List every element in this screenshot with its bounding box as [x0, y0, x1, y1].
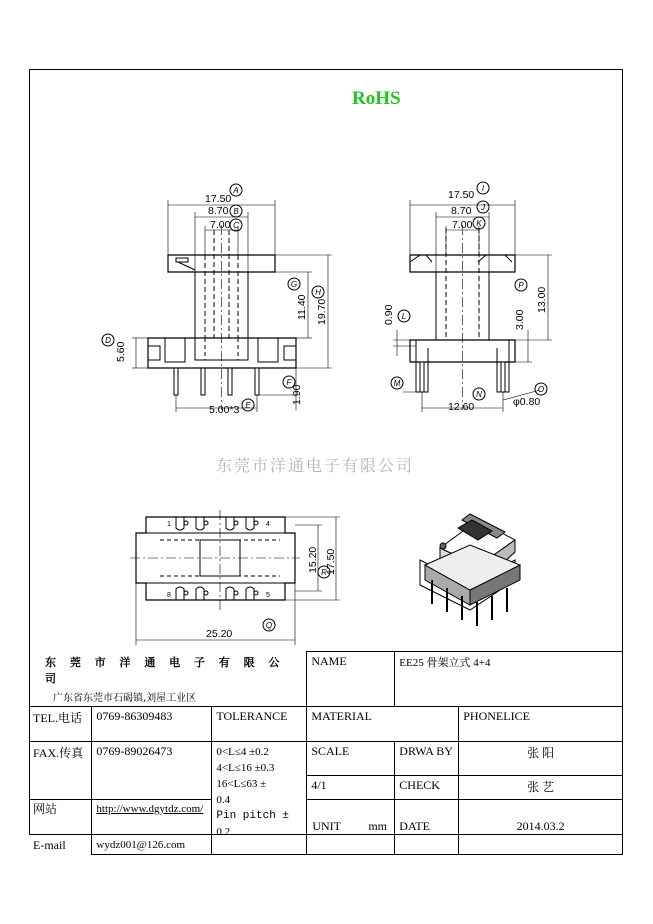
- callout-r: R: [321, 568, 327, 577]
- scale-value: 4/1: [307, 775, 395, 799]
- company-cell: [29, 652, 307, 707]
- material-value: PHONELICE: [459, 706, 623, 741]
- tol-line-4: Pin pitch ±: [216, 809, 290, 822]
- email-value[interactable]: wydz001@126.com: [96, 838, 186, 851]
- side-dim-pin-diameter: φ0.80: [513, 396, 541, 408]
- callout-k: K: [476, 219, 482, 228]
- bottom-dim-width: 25.20: [206, 628, 233, 640]
- front-dim-core: 7.00: [210, 219, 231, 231]
- tol-line-3: 16<L≤63 ±: [216, 777, 267, 790]
- tel-label: TEL.电话: [29, 706, 92, 741]
- name-value: EE25 骨架立式 4+4: [395, 652, 623, 707]
- unit-cell: [307, 799, 395, 854]
- callout-e: E: [245, 401, 251, 410]
- pin-number-8: 8: [167, 592, 171, 599]
- web-email-labels: [29, 799, 92, 854]
- fax-value: 0769-89026473: [92, 741, 212, 799]
- callout-f: F: [286, 378, 292, 387]
- callout-p: P: [518, 281, 524, 290]
- check-label: CHECK: [395, 775, 459, 799]
- drawn-value: 张 阳: [459, 741, 623, 775]
- web-email-values: [92, 799, 212, 854]
- tol-line-4b: 0.2: [216, 825, 231, 838]
- bottom-view: [130, 510, 340, 645]
- front-dim-width: 17.50: [205, 193, 232, 205]
- drawn-label: DRWA BY: [395, 741, 459, 775]
- tol-line-1: 0<L≤4 ±0.2: [216, 745, 269, 758]
- callout-q: Q: [265, 621, 273, 630]
- bottom-dim-h1: 15.20: [307, 546, 319, 573]
- callout-l: L: [401, 312, 407, 321]
- callout-h: H: [315, 288, 321, 297]
- company-address: 广东省东莞市石碣镇,刘屋工业区: [53, 692, 197, 704]
- company-name: 东 莞 市 洋 通 电 子 有 限 公 司: [45, 655, 285, 685]
- side-dim-height: 13.00: [536, 286, 548, 313]
- fax-label: FAX.传真: [29, 741, 92, 799]
- side-dim-p: 3.00: [514, 309, 526, 330]
- front-dim-base-height: 5.60: [115, 341, 127, 362]
- side-dim-pitch: 12.60: [448, 401, 475, 413]
- isometric-view: [420, 514, 520, 626]
- callout-i: I: [481, 184, 485, 193]
- rohs-mark: RoHS: [352, 88, 401, 109]
- website-link[interactable]: http://www.dgytdz.com/: [96, 802, 204, 815]
- scale-label: SCALE: [307, 741, 395, 775]
- date-label: DATE: [395, 799, 459, 854]
- callout-c: C: [233, 221, 239, 230]
- bottom-dim-h2: 17.50: [325, 548, 337, 575]
- callout-j: J: [481, 203, 485, 212]
- side-dim-core: 7.00: [452, 219, 473, 231]
- tolerance-label: TOLERANCE: [212, 706, 307, 741]
- side-dim-body: 8.70: [451, 205, 472, 217]
- material-label: MATERIAL: [307, 706, 459, 741]
- date-value: 2014.03.2: [459, 799, 623, 854]
- pin-number-4: 4: [266, 521, 270, 528]
- callout-d: D: [105, 336, 111, 345]
- callout-b: B: [233, 207, 239, 216]
- title-block: [29, 651, 623, 855]
- front-dim-pitch: 5.00*3: [209, 404, 240, 416]
- front-dim-body: 8.70: [208, 205, 229, 217]
- company-watermark: 东莞市洋通电子有限公司: [216, 456, 415, 475]
- front-dim-h1: 11.40: [296, 294, 308, 320]
- front-dim-pin-length: 1.90: [291, 384, 303, 405]
- email-label: E-mail: [33, 837, 66, 852]
- callout-n: N: [476, 390, 482, 399]
- side-view: [391, 182, 552, 412]
- name-label: NAME: [307, 652, 395, 707]
- callout-o: O: [537, 385, 545, 394]
- callout-a: A: [233, 186, 239, 195]
- pin-number-5: 5: [266, 592, 270, 599]
- callout-m: M: [393, 379, 401, 388]
- web-label: 网站: [33, 801, 58, 816]
- side-dim-l: 0.90: [383, 304, 395, 325]
- side-dim-width: 17.50: [448, 189, 475, 201]
- pin-number-1: 1: [167, 521, 171, 528]
- front-dim-h2: 19.70: [316, 298, 328, 325]
- unit-value: mm: [368, 819, 387, 833]
- unit-label: UNIT: [312, 819, 341, 833]
- tolerance-values: [212, 741, 307, 854]
- tol-line-3b: 0.4: [216, 793, 231, 806]
- tel-value: 0769-86309483: [92, 706, 212, 741]
- check-value: 张 艺: [459, 775, 623, 799]
- tol-line-2: 4<L≤16 ±0.3: [216, 761, 275, 774]
- callout-g: G: [290, 280, 298, 289]
